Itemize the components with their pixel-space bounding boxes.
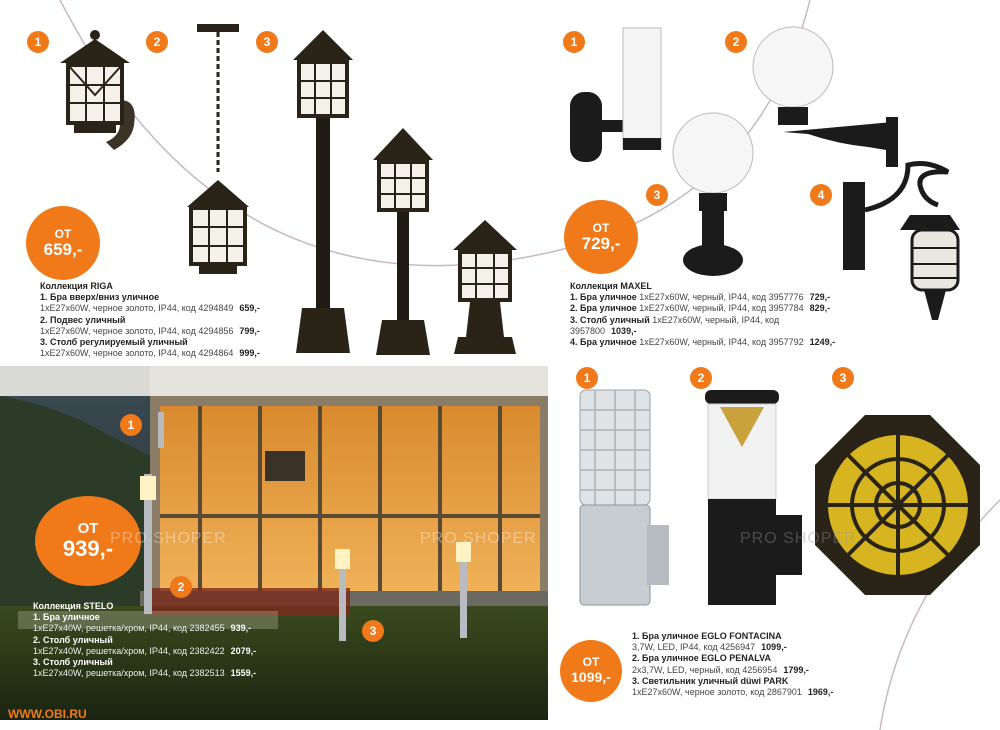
stelo-item-3-spec: 1хE27х40W, решетка/хром, IP44, код 2382513 bbox=[33, 668, 225, 679]
stelo-price-value: 939,- bbox=[62, 536, 114, 561]
riga-item-3-price: 999,- bbox=[239, 348, 260, 359]
stelo-item-2-spec: 1хE27х40W, решетка/хром, IP44, код 2382422 bbox=[33, 645, 225, 656]
maxel-item-4-price: 1249,- bbox=[809, 337, 836, 348]
stelo-price-from: ОТ bbox=[77, 520, 99, 537]
stelo-badge-1: 1 bbox=[120, 414, 142, 436]
eglo-badge-2: 2 bbox=[690, 367, 712, 389]
eglo-item-2-name: 2. Бра уличное EGLO PENALVA bbox=[632, 653, 771, 664]
riga-badge-3: 3 bbox=[256, 31, 278, 53]
maxel-globe-wall-lamp-image bbox=[748, 22, 908, 172]
riga-tall-post-image bbox=[288, 18, 358, 358]
stelo-item-3-price: 1559,- bbox=[230, 668, 257, 679]
riga-item-2-price: 799,- bbox=[239, 325, 260, 336]
maxel-item-4-spec: 1хE27х60W, черный, IP44, код 3957792 bbox=[639, 337, 804, 348]
stelo-title: Коллекция STELO bbox=[33, 601, 114, 611]
riga-item-1-price: 659,- bbox=[239, 303, 260, 314]
riga-short-post-image bbox=[448, 212, 522, 357]
maxel-lantern-wall-lamp-image bbox=[838, 160, 988, 330]
eglo-item-3-spec: 1хE27х60W, черное золото, код 2867901 bbox=[632, 687, 802, 698]
maxel-badge-2: 2 bbox=[725, 31, 747, 53]
eglo-item-1-name: 1. Бра уличное EGLO FONTACINA bbox=[632, 631, 782, 641]
riga-pendant-lamp-image bbox=[175, 22, 260, 287]
watermark-3: PRO SHOPER bbox=[740, 530, 857, 547]
eglo-item-3-name: 3. Светильник уличный düwi PARK bbox=[632, 675, 789, 686]
eglo-item-3-price: 1969,- bbox=[807, 687, 834, 698]
riga-badge-2: 2 bbox=[146, 31, 168, 53]
riga-price-badge bbox=[26, 206, 100, 280]
eglo-badge-1: 1 bbox=[576, 367, 598, 389]
riga-price-value: 659,- bbox=[43, 239, 83, 259]
eglo-item-1-price: 1099,- bbox=[761, 642, 787, 653]
maxel-badge-4: 4 bbox=[810, 184, 832, 206]
maxel-item-1-spec: 1хE27х60W, черный, IP44, код 3957776 bbox=[639, 292, 804, 303]
stelo-badge-2: 2 bbox=[170, 576, 192, 598]
riga-item-2-name: 2. Подвес уличный bbox=[40, 314, 126, 325]
maxel-price-badge bbox=[564, 200, 638, 274]
riga-title: Коллекция RIGA bbox=[40, 281, 113, 291]
eglo-info-block bbox=[632, 631, 892, 698]
maxel-item-3-spec: 1хE27х60W, черный, IP44, код 3957800 bbox=[570, 314, 780, 336]
maxel-globe-post-image bbox=[668, 108, 758, 280]
eglo-item-1-spec: 3,7W, LED, IP44, код 4256947 bbox=[632, 642, 756, 653]
footer-url: WWW.OBI.RU bbox=[8, 707, 87, 721]
maxel-cylinder-wall-lamp-image bbox=[565, 20, 665, 165]
stelo-item-1-name: 1. Бра уличное bbox=[33, 612, 100, 623]
maxel-price-value: 729,- bbox=[581, 233, 621, 253]
stelo-badge-3: 3 bbox=[362, 620, 384, 642]
eglo-penalva-image bbox=[700, 385, 810, 615]
maxel-price-from: ОТ bbox=[592, 220, 610, 235]
duwi-park-lamp-image bbox=[810, 410, 985, 605]
riga-item-3-name: 3. Столб регулируемый уличный bbox=[40, 337, 188, 348]
stelo-item-1-price: 939,- bbox=[230, 623, 252, 634]
riga-price-from: ОТ bbox=[54, 226, 72, 241]
riga-badge-1: 1 bbox=[27, 31, 49, 53]
stelo-item-3-name: 3. Столб уличный bbox=[33, 657, 113, 668]
eglo-item-2-price: 1799,- bbox=[783, 664, 809, 675]
maxel-item-2-spec: 1хE27х60W, черный, IP44, код 3957784 bbox=[639, 303, 804, 314]
stelo-item-1-spec: 1хE27х40W, решетка/хром, IP44, код 2382455 bbox=[33, 623, 225, 634]
maxel-badge-1: 1 bbox=[563, 31, 585, 53]
riga-item-1-spec: 1хE27х60W, черное золото, IP44, код 4294849 bbox=[40, 303, 234, 314]
maxel-badge-3: 3 bbox=[646, 184, 668, 206]
maxel-item-1-price: 729,- bbox=[809, 292, 831, 303]
eglo-item-2-spec: 2х3,7W, LED, черный, код 4256954 bbox=[632, 664, 778, 675]
eglo-badge-3: 3 bbox=[832, 367, 854, 389]
maxel-title: Коллекция MAXEL bbox=[570, 281, 652, 291]
stelo-info-block bbox=[33, 601, 303, 679]
eglo-price-badge bbox=[560, 640, 622, 702]
stelo-item-2-price: 2079,- bbox=[230, 645, 257, 656]
maxel-item-1-name: 1. Бра уличное bbox=[570, 292, 637, 303]
watermark-1: PRO SHOPER bbox=[110, 530, 227, 547]
eglo-price-from: ОТ bbox=[582, 654, 600, 669]
riga-info-block bbox=[40, 281, 290, 359]
watermark-2: PRO SHOPER bbox=[420, 530, 537, 547]
riga-wall-lamp-image bbox=[50, 25, 140, 150]
riga-item-2-spec: 1хE27х60W, черное золото, IP44, код 4294856 bbox=[40, 325, 234, 336]
maxel-item-4-name: 4. Бра уличное bbox=[570, 337, 637, 348]
maxel-item-3-price: 1039,- bbox=[611, 325, 637, 336]
eglo-price-value: 1099,- bbox=[571, 668, 611, 685]
riga-item-1-name: 1. Бра вверх/вниз уличное bbox=[40, 292, 160, 303]
eglo-fontacina-image bbox=[575, 385, 675, 615]
maxel-item-2-price: 829,- bbox=[809, 303, 831, 314]
maxel-info-block bbox=[570, 281, 840, 348]
maxel-item-2-name: 2. Бра уличное bbox=[570, 303, 637, 314]
riga-item-3-spec: 1хE27х60W, черное золото, IP44, код 4294864 bbox=[40, 348, 234, 359]
maxel-item-3-name: 3. Столб уличный bbox=[570, 314, 650, 325]
stelo-item-2-name: 2. Столб уличный bbox=[33, 634, 113, 645]
riga-medium-post-image bbox=[368, 120, 438, 360]
